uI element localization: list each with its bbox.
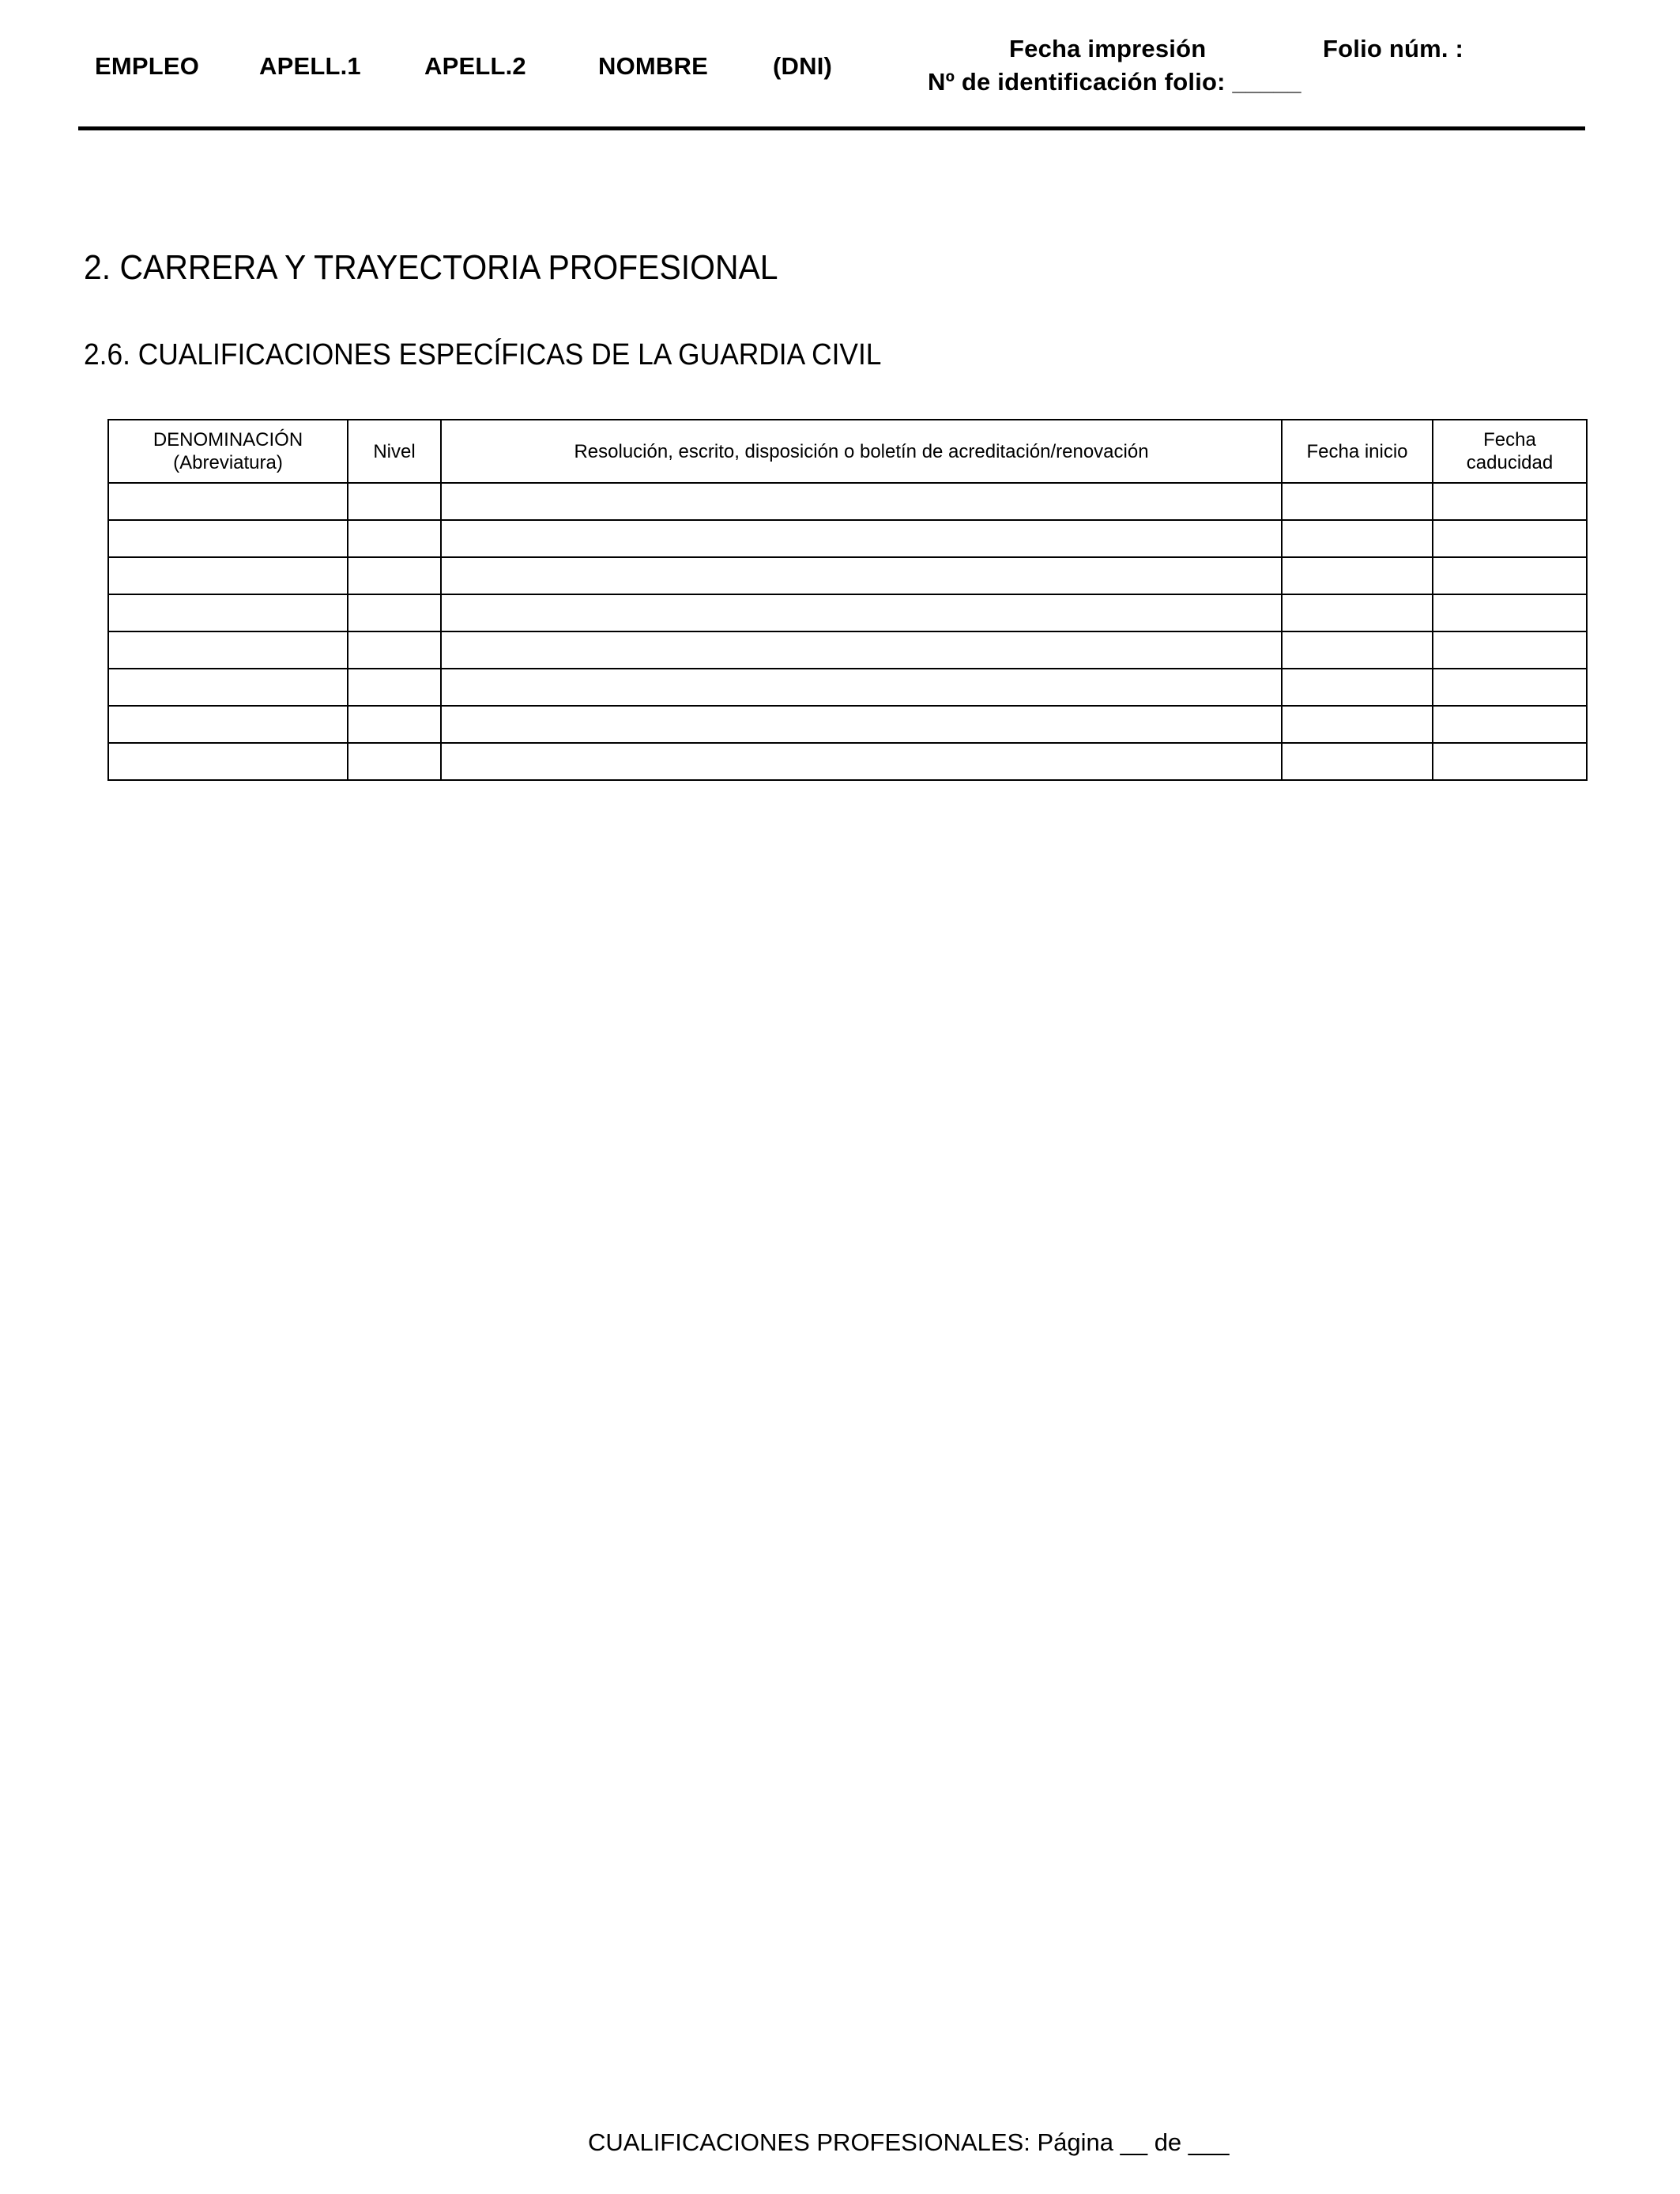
table-cell[interactable] bbox=[108, 706, 348, 743]
table-cell[interactable] bbox=[441, 557, 1282, 594]
table-cell[interactable] bbox=[348, 520, 441, 557]
table-cell[interactable] bbox=[1433, 594, 1587, 631]
table-cell[interactable] bbox=[348, 706, 441, 743]
column-header-fecha-inicio: Fecha inicio bbox=[1282, 420, 1433, 483]
table-cell[interactable] bbox=[1282, 557, 1433, 594]
header-nombre: NOMBRE bbox=[598, 52, 708, 80]
table-cell[interactable] bbox=[441, 743, 1282, 780]
table-cell[interactable] bbox=[108, 557, 348, 594]
table-cell[interactable] bbox=[1282, 669, 1433, 706]
table-cell[interactable] bbox=[108, 669, 348, 706]
table-header-row bbox=[108, 420, 1587, 483]
table-row bbox=[108, 669, 1587, 706]
page-footer: CUALIFICACIONES PROFESIONALES: Página __ de ___ bbox=[588, 2128, 1230, 2156]
table-cell[interactable] bbox=[1433, 631, 1587, 669]
table-cell[interactable] bbox=[1433, 706, 1587, 743]
table-cell[interactable] bbox=[441, 706, 1282, 743]
header-identificacion-folio: Nº de identificación folio: _____ bbox=[928, 68, 1301, 96]
table-cell[interactable] bbox=[348, 743, 441, 780]
table-cell[interactable] bbox=[441, 520, 1282, 557]
header-empleo: EMPLEO bbox=[95, 52, 200, 80]
table-cell[interactable] bbox=[108, 483, 348, 520]
table-cell[interactable] bbox=[1282, 520, 1433, 557]
table-row bbox=[108, 520, 1587, 557]
table-cell[interactable] bbox=[1433, 743, 1587, 780]
table-cell[interactable] bbox=[1433, 483, 1587, 520]
table-cell[interactable] bbox=[348, 631, 441, 669]
column-header-denominacion: DENOMINACIÓN (Abreviatura) bbox=[108, 420, 348, 483]
column-header-nivel: Nivel bbox=[348, 420, 441, 483]
table-cell[interactable] bbox=[1282, 631, 1433, 669]
column-header-resolucion: Resolución, escrito, disposición o boletín de acreditación/renovación bbox=[441, 420, 1282, 483]
table-cell[interactable] bbox=[108, 743, 348, 780]
table-row bbox=[108, 594, 1587, 631]
section-title: 2. CARRERA Y TRAYECTORIA PROFESIONAL bbox=[84, 248, 778, 287]
table-cell[interactable] bbox=[441, 483, 1282, 520]
table-cell[interactable] bbox=[1282, 483, 1433, 520]
table-cell[interactable] bbox=[108, 520, 348, 557]
table-cell[interactable] bbox=[348, 594, 441, 631]
table-cell[interactable] bbox=[348, 669, 441, 706]
table-cell[interactable] bbox=[108, 594, 348, 631]
table-cell[interactable] bbox=[1433, 669, 1587, 706]
table-cell[interactable] bbox=[1433, 557, 1587, 594]
table-cell[interactable] bbox=[1433, 520, 1587, 557]
table-cell[interactable] bbox=[441, 594, 1282, 631]
table-row bbox=[108, 743, 1587, 780]
table-cell[interactable] bbox=[348, 557, 441, 594]
qualifications-table bbox=[107, 419, 1588, 781]
table-row bbox=[108, 706, 1587, 743]
table-cell[interactable] bbox=[441, 669, 1282, 706]
header-dni: (DNI) bbox=[773, 52, 833, 80]
header-divider bbox=[78, 126, 1585, 130]
table-cell[interactable] bbox=[108, 631, 348, 669]
table-row bbox=[108, 483, 1587, 520]
table-cell[interactable] bbox=[1282, 706, 1433, 743]
subsection-title: 2.6. CUALIFICACIONES ESPECÍFICAS DE LA GUARDIA CIVIL bbox=[84, 338, 882, 371]
header-folio-num: Folio núm. : bbox=[1323, 35, 1464, 62]
table-cell[interactable] bbox=[348, 483, 441, 520]
header-apell1: APELL.1 bbox=[259, 52, 361, 80]
header-fecha-impresion: Fecha impresión bbox=[1009, 35, 1207, 62]
table-row bbox=[108, 631, 1587, 669]
table-cell[interactable] bbox=[1282, 743, 1433, 780]
table-cell[interactable] bbox=[441, 631, 1282, 669]
table-row bbox=[108, 557, 1587, 594]
header-apell2: APELL.2 bbox=[424, 52, 526, 80]
column-header-fecha-caducidad: Fecha caducidad bbox=[1433, 420, 1587, 483]
table-cell[interactable] bbox=[1282, 594, 1433, 631]
